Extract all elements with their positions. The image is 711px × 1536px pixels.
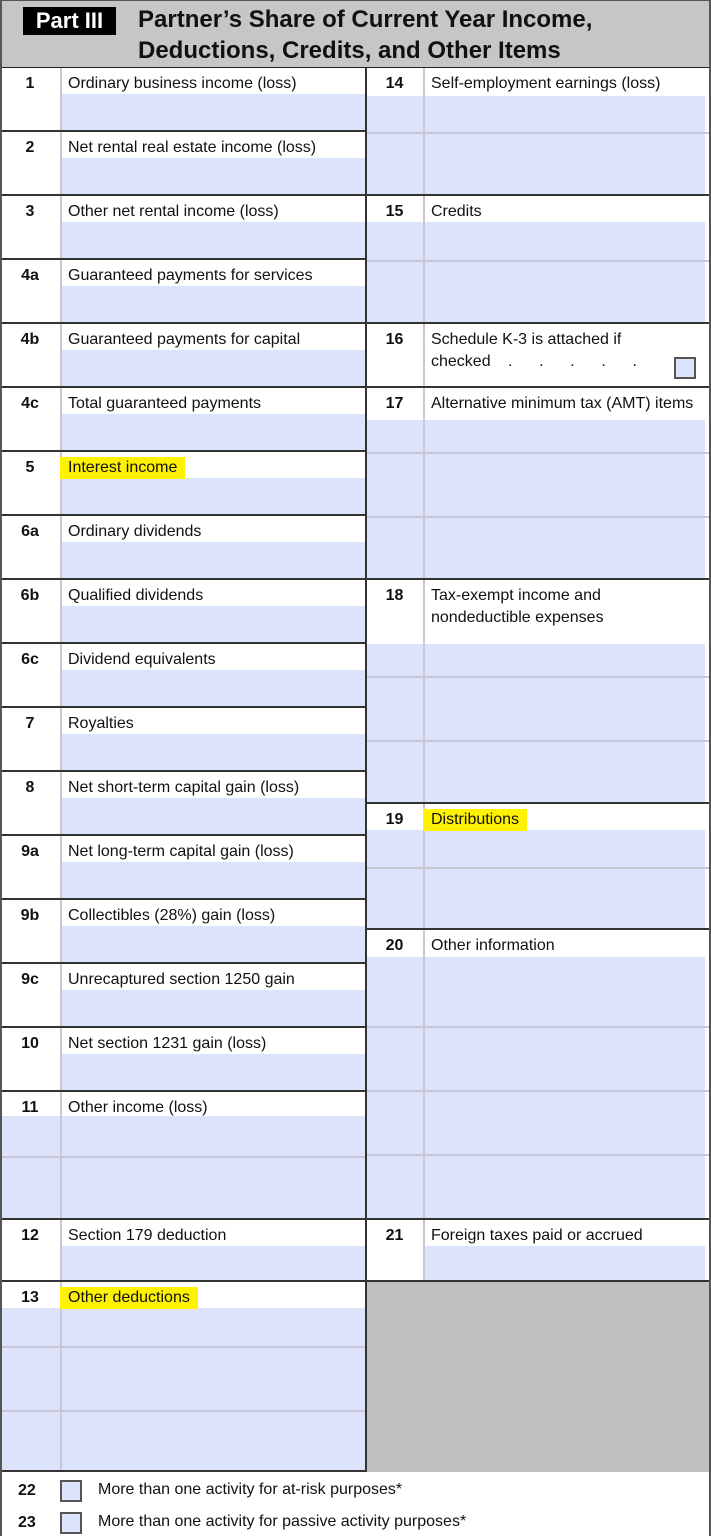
line-4c-input[interactable] bbox=[62, 414, 365, 450]
line-number: 4a bbox=[21, 267, 39, 284]
line-number: 15 bbox=[385, 203, 404, 220]
line-16-label-2: checked bbox=[431, 353, 491, 370]
line-number: 6a bbox=[21, 523, 39, 540]
line-number: 3 bbox=[25, 203, 35, 220]
line-8-input[interactable] bbox=[62, 798, 365, 834]
line-number: 9a bbox=[21, 843, 39, 860]
line-5-label: Interest income bbox=[60, 457, 185, 479]
line-3-input[interactable] bbox=[62, 222, 365, 258]
line-2-input[interactable] bbox=[62, 158, 365, 194]
line-10-cell bbox=[0, 1028, 365, 1092]
line-9c-cell bbox=[0, 964, 365, 1028]
line-21-input[interactable] bbox=[425, 1246, 705, 1280]
line-3-label: Other net rental income (loss) bbox=[68, 203, 279, 220]
left-border bbox=[0, 0, 2, 1536]
line-7-label: Royalties bbox=[68, 715, 134, 732]
line-number: 4c bbox=[21, 395, 39, 412]
line-22-row bbox=[0, 1474, 711, 1506]
leader-dots: . . . . . bbox=[508, 353, 637, 370]
line-13-label: Other deductions bbox=[60, 1287, 198, 1309]
line-number: 20 bbox=[385, 937, 404, 954]
line-14-cell bbox=[366, 68, 709, 196]
line-4b-cell bbox=[0, 324, 365, 388]
line-14-label: Self-employment earnings (loss) bbox=[431, 75, 661, 92]
line-9a-cell bbox=[0, 836, 365, 900]
line-16-cell bbox=[366, 324, 709, 388]
line-number: 17 bbox=[385, 395, 404, 412]
line-17-label: Alternative minimum tax (AMT) items bbox=[431, 395, 694, 412]
line-number: 18 bbox=[385, 587, 404, 604]
line-6b-input[interactable] bbox=[62, 606, 365, 642]
line-number: 6c bbox=[21, 651, 39, 668]
line-6c-cell bbox=[0, 644, 365, 708]
line-4b-label: Guaranteed payments for capital bbox=[68, 331, 301, 348]
line-9c-label: Unrecaptured section 1250 gain bbox=[68, 971, 295, 988]
line-9c-input[interactable] bbox=[62, 990, 365, 1026]
line-4a-input[interactable] bbox=[62, 286, 365, 322]
line-number: 8 bbox=[25, 779, 35, 796]
line-2-label: Net rental real estate income (loss) bbox=[68, 139, 317, 156]
line-19-label: Distributions bbox=[423, 809, 527, 831]
line-10-label: Net section 1231 gain (loss) bbox=[68, 1035, 267, 1052]
line-number: 7 bbox=[25, 715, 35, 732]
line-number: 23 bbox=[18, 1514, 36, 1531]
line-number: 2 bbox=[25, 139, 35, 156]
line-6a-label: Ordinary dividends bbox=[68, 523, 202, 540]
line-18-cell bbox=[366, 580, 709, 804]
line-1-label: Ordinary business income (loss) bbox=[68, 75, 297, 92]
line-number: 21 bbox=[385, 1227, 404, 1244]
part-title-line2: Deductions, Credits, and Other Items bbox=[138, 37, 561, 64]
line-number: 10 bbox=[21, 1035, 39, 1052]
line-3-cell bbox=[0, 196, 365, 260]
line-number: 19 bbox=[385, 811, 404, 828]
line-12-cell bbox=[0, 1220, 365, 1282]
line-23-label: More than one activity for passive activity purposes* bbox=[98, 1513, 467, 1530]
part-header bbox=[0, 0, 711, 69]
line-4b-input[interactable] bbox=[62, 350, 365, 386]
line-7-cell bbox=[0, 708, 365, 772]
line-number: 9c bbox=[21, 971, 39, 988]
line-5-input[interactable] bbox=[62, 478, 365, 514]
line-8-cell bbox=[0, 772, 365, 836]
shaded-area bbox=[366, 1282, 711, 1472]
line-16-label: Schedule K-3 is attached if bbox=[431, 331, 622, 348]
number-column bbox=[366, 388, 425, 578]
line-4a-label: Guaranteed payments for services bbox=[68, 267, 313, 284]
line-21-cell bbox=[366, 1220, 709, 1282]
line-23-row bbox=[0, 1506, 711, 1536]
line-5-cell bbox=[0, 452, 365, 516]
line-number: 4b bbox=[20, 331, 40, 348]
line-number: 6b bbox=[20, 587, 40, 604]
line-22-label: More than one activity for at-risk purposes* bbox=[98, 1481, 403, 1498]
line-4c-label: Total guaranteed payments bbox=[68, 395, 262, 412]
line-20-cell bbox=[366, 930, 709, 1220]
line-18-label-2: nondeductible expenses bbox=[431, 609, 604, 626]
line-11-label: Other income (loss) bbox=[68, 1099, 208, 1116]
line-number: 22 bbox=[18, 1482, 36, 1499]
line-number: 12 bbox=[21, 1227, 39, 1244]
line-20-label: Other information bbox=[431, 937, 555, 954]
line-number: 11 bbox=[21, 1099, 39, 1116]
line-6c-input[interactable] bbox=[62, 670, 365, 706]
line-15-cell bbox=[366, 196, 709, 324]
line-9a-label: Net long-term capital gain (loss) bbox=[68, 843, 294, 860]
line-22-checkbox[interactable] bbox=[60, 1480, 82, 1502]
line-2-cell bbox=[0, 132, 365, 196]
line-9b-cell bbox=[0, 900, 365, 964]
line-12-input[interactable] bbox=[62, 1246, 365, 1280]
line-18-label: Tax-exempt income and bbox=[431, 587, 601, 604]
line-4c-cell bbox=[0, 388, 365, 452]
line-17-cell bbox=[366, 388, 709, 580]
line-7-input[interactable] bbox=[62, 734, 365, 770]
line-10-input[interactable] bbox=[62, 1054, 365, 1090]
line-6b-cell bbox=[0, 580, 365, 644]
line-19-cell bbox=[366, 804, 709, 930]
number-column bbox=[366, 930, 425, 1218]
line-4a-cell bbox=[0, 260, 365, 324]
line-9a-input[interactable] bbox=[62, 862, 365, 898]
line-6b-label: Qualified dividends bbox=[68, 587, 204, 604]
line-6c-label: Dividend equivalents bbox=[68, 651, 216, 668]
line-8-label: Net short-term capital gain (loss) bbox=[68, 779, 300, 796]
line-6a-cell bbox=[0, 516, 365, 580]
schedule-k3-checkbox[interactable] bbox=[674, 357, 696, 379]
part-badge: Part III bbox=[23, 7, 116, 35]
column-divider bbox=[365, 68, 367, 1472]
line-number: 16 bbox=[385, 331, 404, 348]
line-1-cell bbox=[0, 68, 365, 132]
line-13-cell bbox=[0, 1282, 365, 1472]
line-1-input[interactable] bbox=[62, 94, 365, 130]
line-21-label: Foreign taxes paid or accrued bbox=[431, 1227, 643, 1244]
line-number: 5 bbox=[25, 459, 35, 476]
line-9b-input[interactable] bbox=[62, 926, 365, 962]
line-15-label: Credits bbox=[431, 203, 482, 220]
line-number: 9b bbox=[20, 907, 40, 924]
line-6a-input[interactable] bbox=[62, 542, 365, 578]
line-12-label: Section 179 deduction bbox=[68, 1227, 227, 1244]
number-column bbox=[0, 1282, 62, 1470]
line-number: 14 bbox=[385, 75, 404, 92]
line-9b-label: Collectibles (28%) gain (loss) bbox=[68, 907, 276, 924]
line-number: 1 bbox=[25, 75, 35, 92]
part-title-line1: Partner’s Share of Current Year Income, bbox=[138, 6, 593, 33]
line-number: 13 bbox=[21, 1289, 39, 1306]
number-column bbox=[366, 580, 425, 802]
line-23-checkbox[interactable] bbox=[60, 1512, 82, 1534]
line-11-cell bbox=[0, 1092, 365, 1220]
